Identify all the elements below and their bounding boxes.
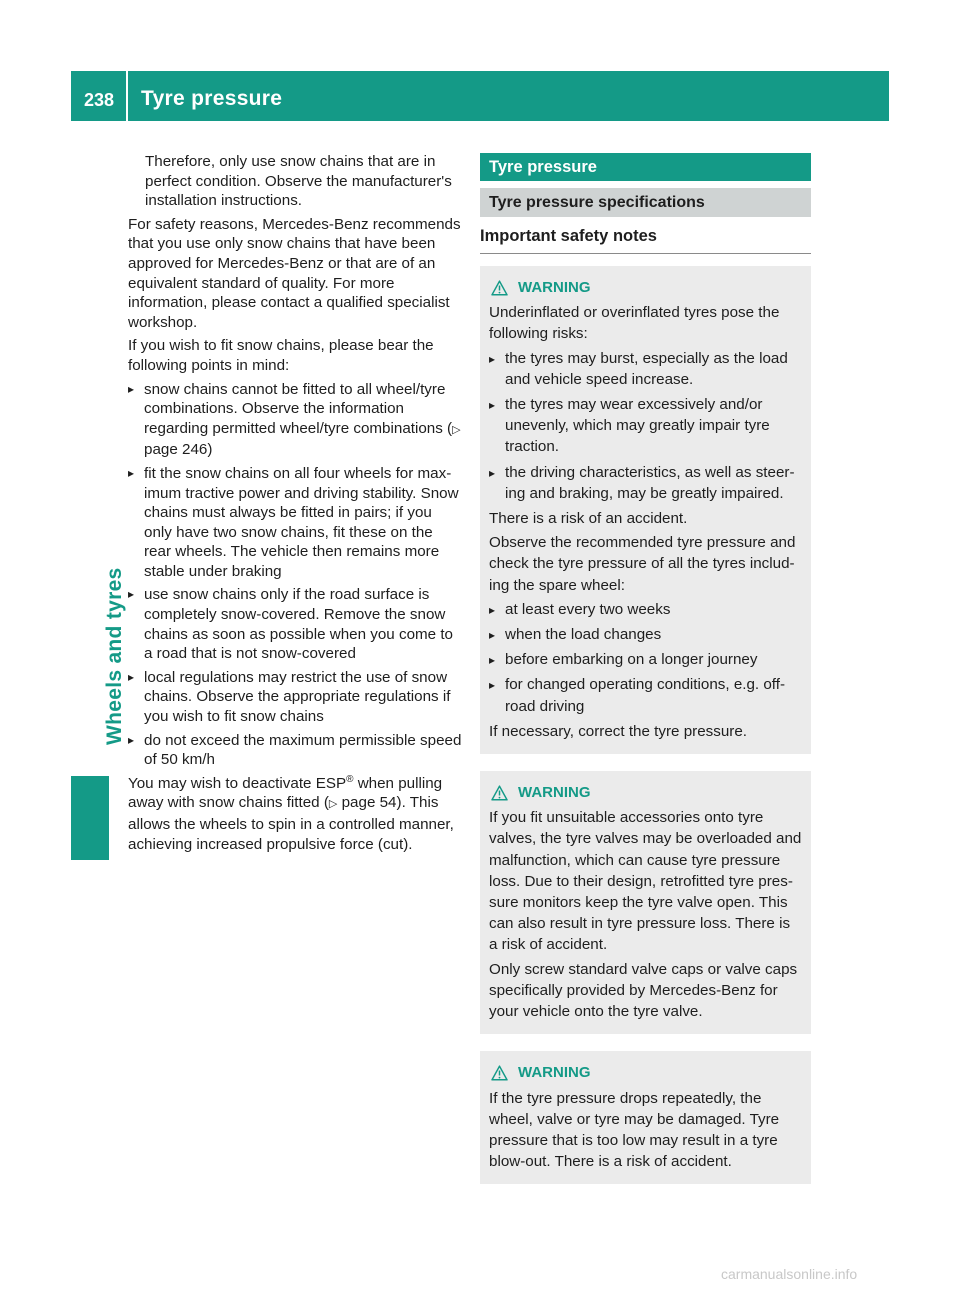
risk-list bbox=[489, 348, 802, 504]
list-item: ▸ local regulations may restrict the use of snow chains. Observe the appropriate regulations if you wish to fit snow chains bbox=[128, 668, 462, 727]
topic-heading: Important safety notes bbox=[480, 227, 811, 254]
warning-box bbox=[480, 266, 811, 754]
list-item: ▸ the tyres may burst, especially as the load and vehicle speed increase. bbox=[489, 348, 802, 390]
observe-paragraph: Observe the recommended tyre pressure and check the tyre pressure of all the tyres including the spare wheel: bbox=[489, 534, 796, 594]
page-number: 238 bbox=[84, 90, 115, 110]
list-item: ▸ for changed operating conditions, e.g. off-road driving bbox=[489, 674, 802, 716]
warning-intro: Underinflated or overinflated tyres pose the following risks: bbox=[489, 304, 780, 343]
chapter-tab-marker bbox=[71, 776, 109, 860]
warning-triangle-icon bbox=[491, 1065, 508, 1081]
watermark: carmanualsonline.info bbox=[721, 1266, 858, 1282]
list-item: ▸ at least every two weeks bbox=[489, 599, 802, 620]
left-column bbox=[128, 152, 462, 858]
warning-paragraph: If the tyre pressure drops repeatedly, the wheel, valve or tyre may be damaged. Tyre pressure that is too low may result in a tyre blow-out. There is a risk of accident. bbox=[489, 1089, 780, 1171]
header-divider bbox=[126, 71, 128, 121]
warning-box bbox=[480, 1051, 811, 1184]
registered-mark: ® bbox=[346, 773, 354, 785]
esp-text: You may wish to deactivate ESP bbox=[128, 774, 347, 792]
warning-label: WARNING bbox=[518, 1064, 591, 1082]
esp-paragraph bbox=[128, 774, 462, 854]
page-reference-link[interactable]: page 54). This allows the wheels to spin in a controlled manner, achieving increased propulsive force (cut). bbox=[128, 794, 454, 853]
risk-statement: There is a risk of an accident. bbox=[489, 510, 688, 528]
warning-title bbox=[489, 277, 802, 298]
warning-triangle-icon bbox=[491, 280, 508, 296]
warning-label: WARNING bbox=[518, 279, 591, 296]
right-column bbox=[480, 153, 811, 1184]
warning-label: WARNING bbox=[518, 784, 591, 802]
section-heading: Tyre pressure bbox=[480, 153, 811, 181]
safety-paragraph: For safety reasons, Mercedes-Benz recommends that you use only snow chains that have been approved for Mercedes-Benz or that are of an equivalent standard of quality. For more information, please contact a qualified specialist workshop. bbox=[128, 215, 461, 331]
warning-triangle-icon bbox=[491, 785, 508, 801]
page-title: Tyre pressure bbox=[141, 87, 283, 110]
fit-instructions-paragraph: If you wish to fit snow chains, please bear the following points in mind: bbox=[128, 337, 434, 374]
list-item: ▸ when the load changes bbox=[489, 624, 802, 645]
warning-paragraph: Only screw standard valve caps or valve caps specifically provided by Mercedes-Benz for your vehicle onto the tyre valve. bbox=[489, 960, 798, 1021]
list-item: ▸ fit the snow chains on all four wheels for maximum tractive power and driving stability. Snow chains must always be fitted in pairs; if you only have two snow chains, fit these on the rear wheels. The vehicle then remains more stable under braking bbox=[128, 464, 462, 582]
intro-paragraph: Therefore, only use snow chains that are in perfect condition. Observe the manufacturer's installation instructions. bbox=[145, 153, 452, 210]
esp-text-continued: when pulling away with snow chains fitted ( bbox=[128, 774, 443, 812]
snow-chain-points-list bbox=[128, 380, 462, 770]
list-item: ▸ use snow chains only if the road surface is completely snow-covered. Remove the snow chains as soon as possible when you come to a road that is not snow-covered bbox=[128, 585, 462, 663]
warning-box bbox=[480, 771, 811, 1034]
warning-title bbox=[489, 782, 802, 803]
list-item-text: snow chains cannot be fitted to all wheel/tyre combinations. Observe the information regarding permitted wheel/tyre combinations ( bbox=[144, 380, 453, 437]
subsection-heading: Tyre pressure specifications bbox=[480, 188, 811, 217]
page-reference-link[interactable]: page 246) bbox=[144, 441, 213, 459]
chapter-tab-label[interactable]: Wheels and tyres bbox=[103, 567, 126, 745]
list-item: ▸ the driving characteristics, as well as steering and braking, may be greatly impaired. bbox=[489, 462, 802, 504]
warning-title bbox=[489, 1062, 802, 1083]
correct-pressure-paragraph: If necessary, correct the tyre pressure. bbox=[489, 722, 748, 740]
list-item: ▸ do not exceed the maximum permissible speed of 50 km/h bbox=[128, 731, 462, 770]
list-item: ▸ before embarking on a longer journey bbox=[489, 649, 802, 670]
list-item: ▸ the tyres may wear excessively and/or unevenly, which may greatly impair tyre traction. bbox=[489, 394, 802, 458]
check-interval-list bbox=[489, 599, 802, 717]
page-reference-arrow-icon: ▷ bbox=[328, 798, 338, 811]
list-item bbox=[128, 380, 462, 460]
page-reference-arrow-icon: ▷ bbox=[452, 423, 461, 436]
warning-paragraph: If you fit unsuitable accessories onto tyre valves, the tyre valves may be overloaded and malfunction, which can cause tyre pressure loss. Due to their design, retrofitted tyre pressure monitors keep the tyre valve open. This can also result in tyre pressure loss. There is a risk of accident. bbox=[489, 809, 802, 954]
